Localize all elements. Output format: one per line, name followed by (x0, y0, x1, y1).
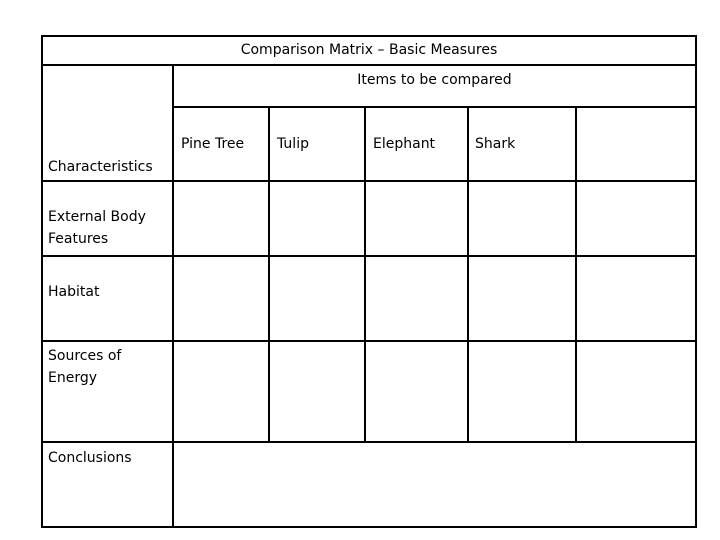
table-title: Comparison Matrix – Basic Measures (240, 42, 498, 58)
table-cell[interactable] (174, 342, 268, 441)
table-cell[interactable] (577, 257, 695, 340)
table-cell[interactable] (174, 257, 268, 340)
table-cell[interactable] (366, 182, 467, 255)
table-cell[interactable] (270, 342, 364, 441)
row-label-sources-of-energy: Sources of Energy (48, 348, 122, 386)
table-cell[interactable] (469, 257, 575, 340)
conclusions-cell[interactable] (174, 443, 695, 526)
characteristics-header: Characteristics (48, 159, 153, 175)
table-cell[interactable] (270, 182, 364, 255)
row-label-external-body-features: External Body Features (48, 209, 146, 247)
outer-bottom-border (41, 526, 697, 528)
column-header-pine-tree: Pine Tree (181, 136, 245, 152)
group-header-bottom-border (174, 106, 697, 108)
table-cell[interactable] (469, 342, 575, 441)
outer-top-border (41, 35, 697, 37)
outer-right-border (695, 35, 697, 528)
table-cell[interactable] (174, 182, 268, 255)
table-cell[interactable] (270, 257, 364, 340)
outer-left-border (41, 35, 43, 528)
table-cell[interactable] (577, 182, 695, 255)
column-header-tulip: Tulip (277, 136, 309, 152)
table-cell[interactable] (469, 182, 575, 255)
column-header-shark: Shark (475, 136, 516, 152)
row-label-habitat: Habitat (48, 284, 100, 300)
table-cell[interactable] (577, 342, 695, 441)
row-label-conclusions: Conclusions (48, 450, 132, 466)
title-bottom-border (41, 64, 697, 66)
group-header: Items to be compared (357, 72, 512, 88)
column-header-elephant: Elephant (373, 136, 436, 152)
table-cell[interactable] (366, 342, 467, 441)
table-cell[interactable] (366, 257, 467, 340)
